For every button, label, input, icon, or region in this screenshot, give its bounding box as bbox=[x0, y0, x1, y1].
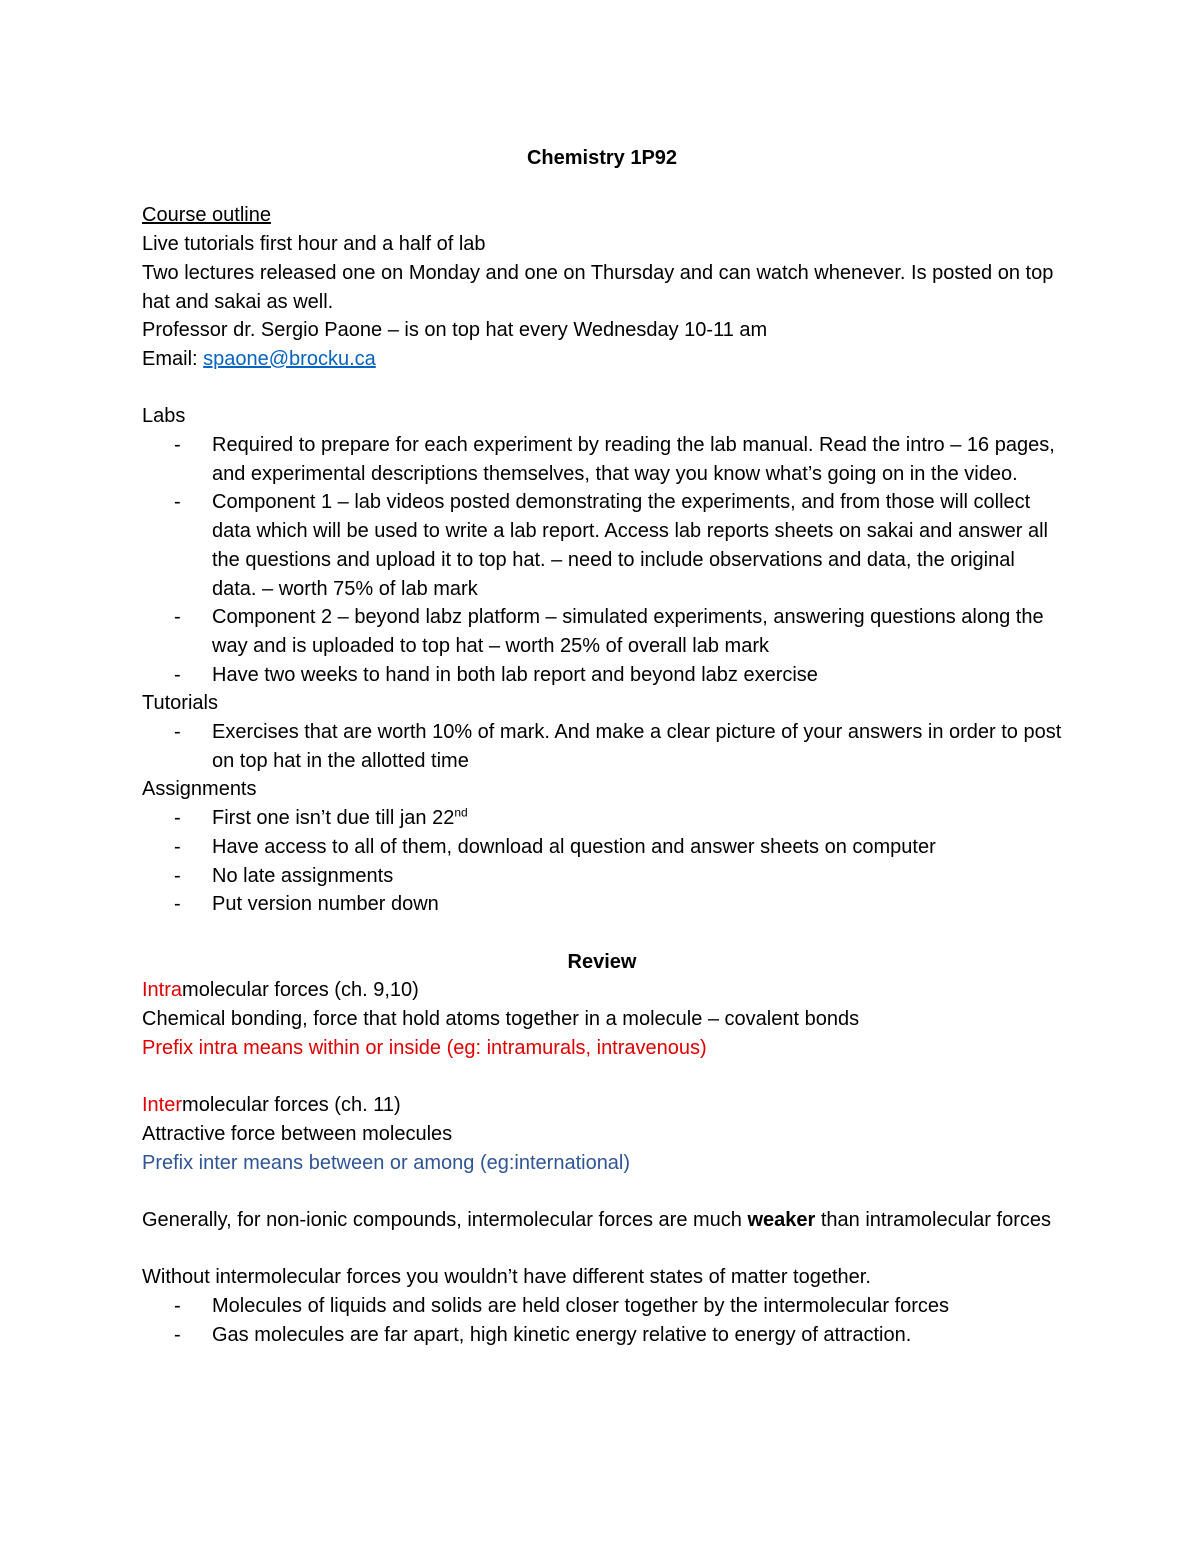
intramolecular-heading bbox=[142, 976, 1062, 1005]
intermolecular-definition: Attractive force between molecules bbox=[142, 1122, 453, 1145]
labs-item: - Component 2 – beyond labz platform – simulated experiments, answering questions along the way and is uploaded to top hat – worth 25% of overall lab mark bbox=[142, 603, 1062, 660]
intra-prefix: Intra bbox=[142, 979, 183, 1002]
assignments-item: - No late assignments bbox=[142, 862, 1062, 891]
inter-rest: molecular forces (ch. 11) bbox=[182, 1094, 401, 1117]
assignments-heading: Assignments bbox=[142, 778, 257, 801]
email-link[interactable]: spaone@brocku.ca bbox=[203, 347, 376, 370]
email-label: Email: bbox=[142, 347, 204, 370]
course-outline-line-2: Two lectures released one on Monday and one on Thursday and can watch whenever. Is posted on top hat and sakai as well. bbox=[142, 261, 1054, 313]
assignments-item: - Put version number down bbox=[142, 890, 1062, 919]
tutorials-heading: Tutorials bbox=[142, 692, 218, 715]
review-heading: Review bbox=[567, 950, 637, 973]
assignments-item: - Have access to all of them, download al question and answer sheets on computer bbox=[142, 833, 1062, 862]
intramolecular-definition: Chemical bonding, force that hold atoms together in a molecule – covalent bonds bbox=[142, 1008, 860, 1031]
assignments-item bbox=[142, 804, 1062, 833]
inter-prefix-note: Prefix inter means between or among (eg:international) bbox=[142, 1151, 631, 1174]
labs-list bbox=[142, 431, 1062, 689]
labs-item: - Have two weeks to hand in both lab report and beyond labz exercise bbox=[142, 661, 1062, 690]
course-outline-line-1: Live tutorials first hour and a half of lab bbox=[142, 233, 486, 256]
weaker-emphasis: weaker bbox=[747, 1208, 816, 1231]
labs-item: - Required to prepare for each experiment by reading the lab manual. Read the intro – 16 pages, and experimental descriptions themselves, that way you know what’s going on in the video. bbox=[142, 431, 1062, 488]
generally-before: Generally, for non-ionic compounds, intermolecular forces are much bbox=[142, 1208, 748, 1231]
inter-prefix: Inter bbox=[142, 1094, 183, 1117]
labs-heading: Labs bbox=[142, 405, 186, 428]
page-title: Chemistry 1P92 bbox=[526, 147, 678, 169]
states-list bbox=[142, 1292, 1062, 1349]
intermolecular-heading bbox=[142, 1091, 1062, 1120]
intra-rest: molecular forces (ch. 9,10) bbox=[182, 979, 419, 1002]
states-item: - Molecules of liquids and solids are held closer together by the intermolecular forces bbox=[142, 1292, 1062, 1321]
without-forces-line: Without intermolecular forces you wouldn’t have different states of matter together. bbox=[142, 1266, 871, 1289]
tutorials-list bbox=[142, 718, 1062, 775]
course-outline-line-3: Professor dr. Sergio Paone – is on top hat every Wednesday 10-11 am bbox=[142, 319, 768, 342]
assignments-first-text: First one isn’t due till jan 22 bbox=[212, 807, 455, 830]
ordinal-suffix: nd bbox=[454, 805, 468, 820]
generally-after: than intramolecular forces bbox=[815, 1208, 1051, 1231]
labs-item: - Component 1 – lab videos posted demonstrating the experiments, and from those will collect data which will be used to write a lab report. Access lab reports sheets on sakai and answer all the questions and upload it to top hat. – need to include observations and data, the original data. – worth 75% of lab mark bbox=[142, 488, 1062, 603]
course-outline-heading: Course outline bbox=[142, 204, 271, 227]
tutorials-item: - Exercises that are worth 10% of mark. And make a clear picture of your answers in order to post on top hat in the allotted time bbox=[142, 718, 1062, 775]
generally-paragraph bbox=[142, 1206, 1062, 1235]
email-line bbox=[142, 345, 1062, 374]
intra-prefix-note: Prefix intra means within or inside (eg: intramurals, intravenous) bbox=[142, 1036, 707, 1059]
assignments-list bbox=[142, 804, 1062, 919]
states-item: - Gas molecules are far apart, high kinetic energy relative to energy of attraction. bbox=[142, 1321, 1062, 1350]
document-body bbox=[142, 144, 1062, 1349]
